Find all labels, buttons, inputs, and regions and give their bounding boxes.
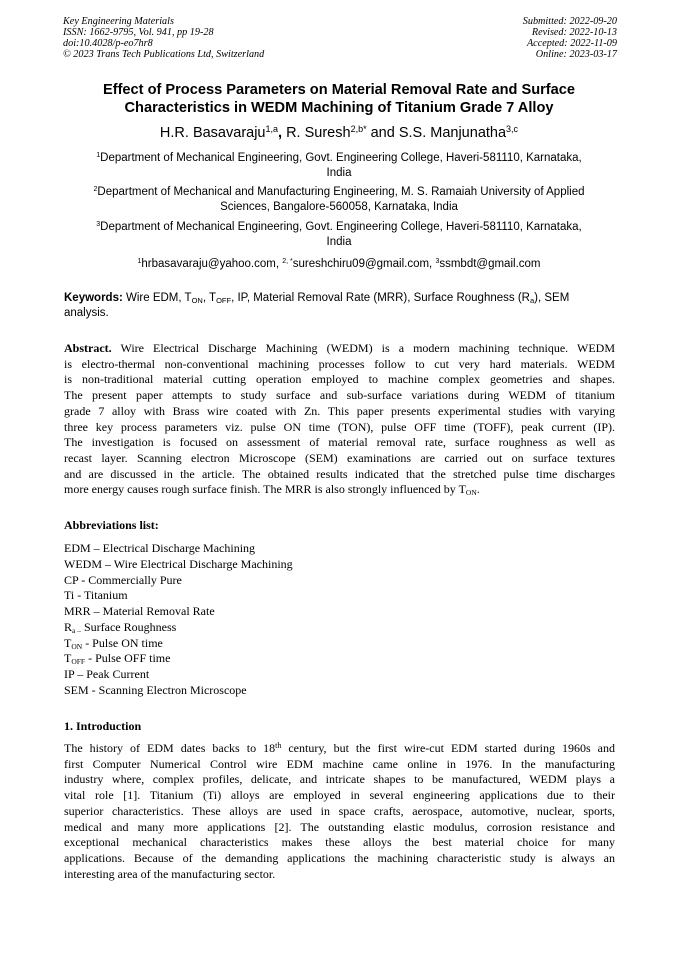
intro-text: century, but the first wire-cut EDM started during 1960s and	[281, 741, 615, 755]
intro-line: first Computer Numerical Control wire EDM machine came online in 1976. In the manufacturing	[64, 756, 615, 771]
intro-line: interesting area of the manufacturing sector.	[64, 866, 276, 881]
abstract	[64, 341, 615, 498]
intro-line: industry where, complex profiles, delicate, and intricate shapes to be manufactured, WEDM plays a	[64, 772, 615, 787]
abbr-text: Surface Roughness	[80, 619, 177, 634]
abbr-text: - Pulse OFF time	[85, 651, 171, 666]
abbr-item	[64, 636, 293, 652]
doi: doi:10.4028/p-eo7hr8	[63, 38, 153, 49]
publication-dates	[523, 16, 617, 60]
email-2: sureshchiru09@gmail.com,	[292, 258, 436, 270]
keywords-label: Keywords:	[64, 292, 123, 304]
issn: ISSN: 1662-9795, Vol. 941, pp 19-28	[63, 27, 214, 38]
abbr-symbol: T	[64, 635, 72, 650]
paper-title	[40, 81, 638, 117]
abbreviations-heading: Abbreviations list:	[64, 518, 159, 532]
keywords-text: , T	[202, 292, 217, 304]
abstract-line: and are discussed in the article. The obtained results indicated that the stretched pulse time discharges	[64, 466, 615, 481]
intro-line: medical and many more applications [2]. The outstanding elastic modulus, corrosion resistance and	[64, 819, 615, 834]
author-sep-2: and	[366, 125, 399, 141]
abstract-line	[64, 482, 615, 498]
abstract-text: more energy causes rough surface finish. The MRR is also strongly influenced by T	[64, 482, 466, 497]
title-line-1: Effect of Process Parameters on Material Removal Rate and Surface	[102, 82, 576, 98]
intro-line	[64, 741, 615, 757]
keywords-text: ), SEM	[534, 292, 570, 304]
intro-text: The history of EDM dates backs to 18	[64, 741, 276, 755]
intro-sup: th	[275, 741, 282, 750]
abstract-label: Abstract.	[64, 341, 112, 355]
abstract-sub: ON	[465, 488, 477, 498]
abbr-item: MRR – Material Removal Rate	[64, 604, 215, 618]
abbr-item: IP – Peak Current	[64, 667, 150, 681]
abstract-line: The present paper attempts to study surface and sub-surface variations during WEDM of titanium	[64, 388, 615, 403]
accepted-date: Accepted: 2022-11-09	[526, 38, 617, 49]
abbr-item: EDM – Electrical Discharge Machining	[64, 541, 256, 555]
affiliation-1-line-1: Department of Mechanical Engineering, Govt. Engineering College, Haveri-581110, Karnataka,	[100, 152, 582, 164]
abstract-line: is electro-thermal non-conventional machining processes follow to cut very hard materials. WEDM	[64, 356, 615, 371]
affiliation-1-sup: 1	[96, 152, 101, 159]
revised-date: Revised: 2022-10-13	[531, 27, 617, 38]
author-2: R. Suresh	[286, 125, 351, 141]
keywords-text: , IP, Material Removal Rate (MRR), Surface Roughness (R	[231, 292, 530, 304]
abstract-line: The investigation is focused on assessment of material removal rate, surface roughness as well as	[64, 435, 615, 450]
author-list	[40, 124, 638, 142]
intro-line: exceptional mechanical characteristics makes these alloys the best material choice for many	[64, 835, 615, 850]
intro-line: vital role [1]. Titanium (Ti) alloys are employed in several engineering applications due to their	[64, 788, 615, 803]
abbr-item	[64, 620, 293, 636]
abstract-text: Wire Electrical Discharge Machining (WEDM) is a modern machining technique. WEDM	[111, 341, 615, 355]
abbr-sub: a –	[72, 625, 81, 635]
abbr-item	[64, 651, 293, 667]
affiliation-3	[64, 220, 614, 250]
email-3-sup: 3	[435, 258, 440, 265]
journal-name: Key Engineering Materials	[63, 16, 174, 27]
keywords-sub: OFF	[216, 296, 232, 305]
author-1: H.R. Basavaraju	[159, 125, 266, 141]
keywords-text: Wire EDM, T	[122, 292, 192, 304]
abstract-line: recast layer. Scanning electron Microscope (SEM) examinations are carried out on surface textures	[64, 450, 615, 465]
author-emails	[40, 257, 638, 272]
abbr-symbol: R	[64, 619, 73, 634]
intro-line: applications. Because of the demanding applications the machining characteristic study is always an	[64, 850, 615, 865]
keywords-sub: ON	[191, 296, 203, 305]
abbr-item: CP - Commercially Pure	[64, 572, 182, 587]
abbr-item: WEDM – Wire Electrical Discharge Machining	[64, 556, 293, 571]
abstract-text: .	[476, 482, 480, 497]
introduction-heading: 1. Introduction	[64, 719, 142, 733]
abbr-sub: ON	[71, 641, 83, 651]
submitted-date: Submitted: 2022-09-20	[522, 16, 617, 27]
intro-line: superior characteristics. These alloys are used in space crafts, aerospace, automotive, nuclear, sports,	[64, 803, 615, 818]
affiliation-2-sup: 2	[93, 186, 98, 193]
email-3: ssmbdt@gmail.com	[439, 258, 541, 270]
author-2-affil: 2,b*	[350, 124, 367, 134]
email-1-sup: 1	[137, 258, 142, 265]
affiliation-2	[64, 185, 614, 215]
abstract-line: grade 7 alloy with Brass wire coated with Zn. This paper presents experimental studies with varying	[64, 403, 615, 418]
copyright: © 2023 Trans Tech Publications Ltd, Switzerland	[63, 49, 265, 60]
abbr-symbol: T	[64, 651, 72, 666]
author-3-affil: 3,c	[506, 124, 519, 134]
abstract-line: is non-traditional material cutting operation employed to machine complex geometries and shapes.	[64, 372, 615, 387]
introduction-body	[64, 741, 615, 882]
keywords-line-2: analysis.	[64, 307, 109, 319]
affiliation-1	[64, 151, 614, 181]
affiliation-3-line-2: India	[326, 236, 352, 248]
journal-info	[63, 16, 264, 60]
email-2-sup: 2, *	[282, 258, 293, 265]
affiliation-1-line-2: India	[326, 167, 352, 179]
abstract-line: three key process parameters viz. pulse ON time (TON), pulse OFF time (TOFF), peak current (IP).	[64, 419, 615, 434]
affiliation-2-line-1: Department of Mechanical and Manufacturing Engineering, M. S. Ramaiah University of Applied	[97, 186, 585, 198]
author-1-affil: 1,a	[265, 124, 279, 134]
online-date: Online: 2023-03-17	[535, 49, 617, 60]
title-line-2: Characteristics in WEDM Machining of Titanium Grade 7 Alloy	[124, 100, 554, 116]
affiliation-3-line-1: Department of Mechanical Engineering, Govt. Engineering College, Haveri-581110, Karnataka,	[100, 221, 582, 233]
affiliation-3-sup: 3	[96, 221, 101, 228]
abbr-item: Ti - Titanium	[64, 588, 128, 603]
author-sep-1: ,	[278, 125, 287, 141]
email-1: hrbasavaraju@yahoo.com,	[141, 258, 283, 270]
abbr-text: - Pulse ON time	[82, 635, 163, 650]
keywords-sub: a	[529, 296, 535, 305]
abbreviations-list	[64, 541, 293, 699]
abstract-line	[64, 341, 615, 357]
affiliation-2-line-2: Sciences, Bangalore-560058, Karnataka, India	[220, 201, 458, 213]
abbr-item: SEM - Scanning Electron Microscope	[64, 682, 247, 697]
keywords	[64, 291, 616, 321]
author-3: S.S. Manjunatha	[398, 125, 507, 141]
abbr-sub: OFF	[71, 657, 86, 667]
